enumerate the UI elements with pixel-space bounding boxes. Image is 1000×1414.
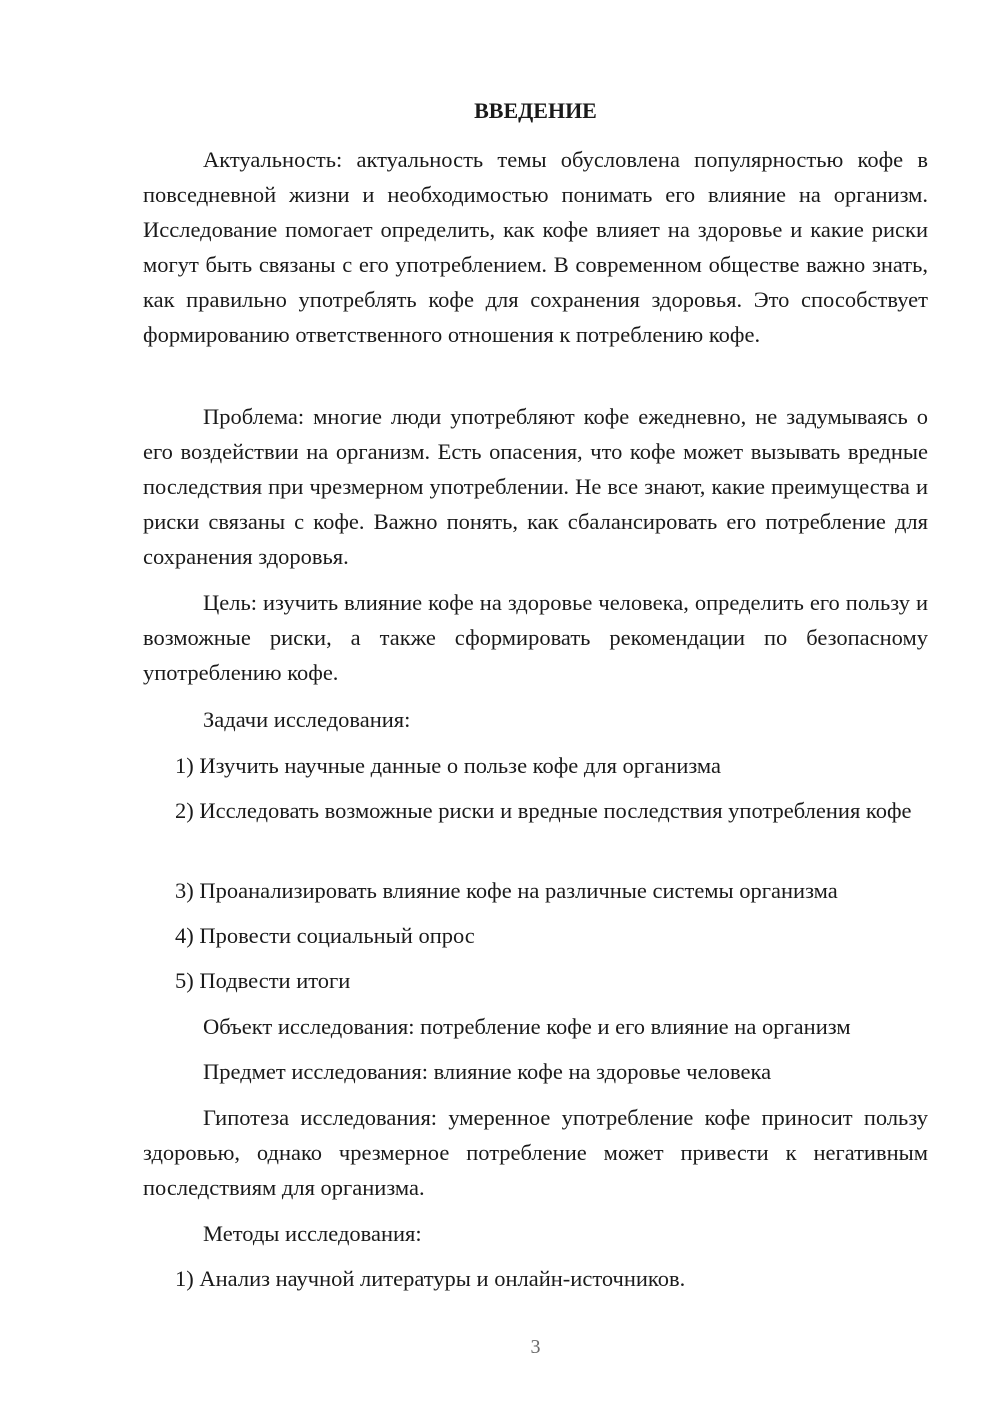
task-item-4: 4) Провести социальный опрос [175, 923, 475, 948]
relevance-paragraph: Актуальность: актуальность темы обусловлена популярностью кофе в повседневной жизни и необходимостью понимать его влияние на организм. Исследование помогает определить, как кофе влияет на здоровье и какие риски могут быть связаны с его употреблением. В современном обществе важно знать, как правильно употреблять кофе для сохранения здоровья. Это способствует формированию ответственного отношения к потреблению кофе. [143, 147, 928, 347]
task-item-3: 3) Проанализировать влияние кофе на различные системы организма [175, 878, 838, 903]
task-item-5: 5) Подвести итоги [175, 968, 351, 993]
problem-paragraph: Проблема: многие люди употребляют кофе ежедневно, не задумываясь о его воздействии на организм. Есть опасения, что кофе может вызывать вредные последствия при чрезмерном употреблении. Не все знают, какие преимущества и риски связаны с кофе. Важно понять, как сбалансировать его потребление для сохранения здоровья. [143, 404, 928, 569]
page-title: ВВЕДЕНИЕ [474, 98, 597, 123]
object-line: Объект исследования: потребление кофе и его влияние на организм [203, 1014, 851, 1039]
task-item-2: 2) Исследовать возможные риски и вредные последствия употребления кофе [175, 798, 912, 823]
tasks-heading: Задачи исследования: [203, 707, 411, 732]
task-item-1: 1) Изучить научные данные о пользе кофе для организма [175, 753, 721, 778]
hypothesis-paragraph: Гипотеза исследования: умеренное употребление кофе приносит пользу здоровью, однако чрезмерное потребление может привести к негативным последствиям для организма. [143, 1105, 928, 1200]
page-number: 3 [530, 1336, 541, 1358]
subject-line: Предмет исследования: влияние кофе на здоровье человека [203, 1059, 772, 1084]
document-page [143, 0, 928, 1414]
method-item-1: 1) Анализ научной литературы и онлайн-источников. [175, 1266, 686, 1291]
methods-heading: Методы исследования: [203, 1221, 422, 1246]
goal-paragraph: Цель: изучить влияние кофе на здоровье человека, определить его пользу и возможные риски, а также сформировать рекомендации по безопасному употреблению кофе. [143, 590, 928, 685]
